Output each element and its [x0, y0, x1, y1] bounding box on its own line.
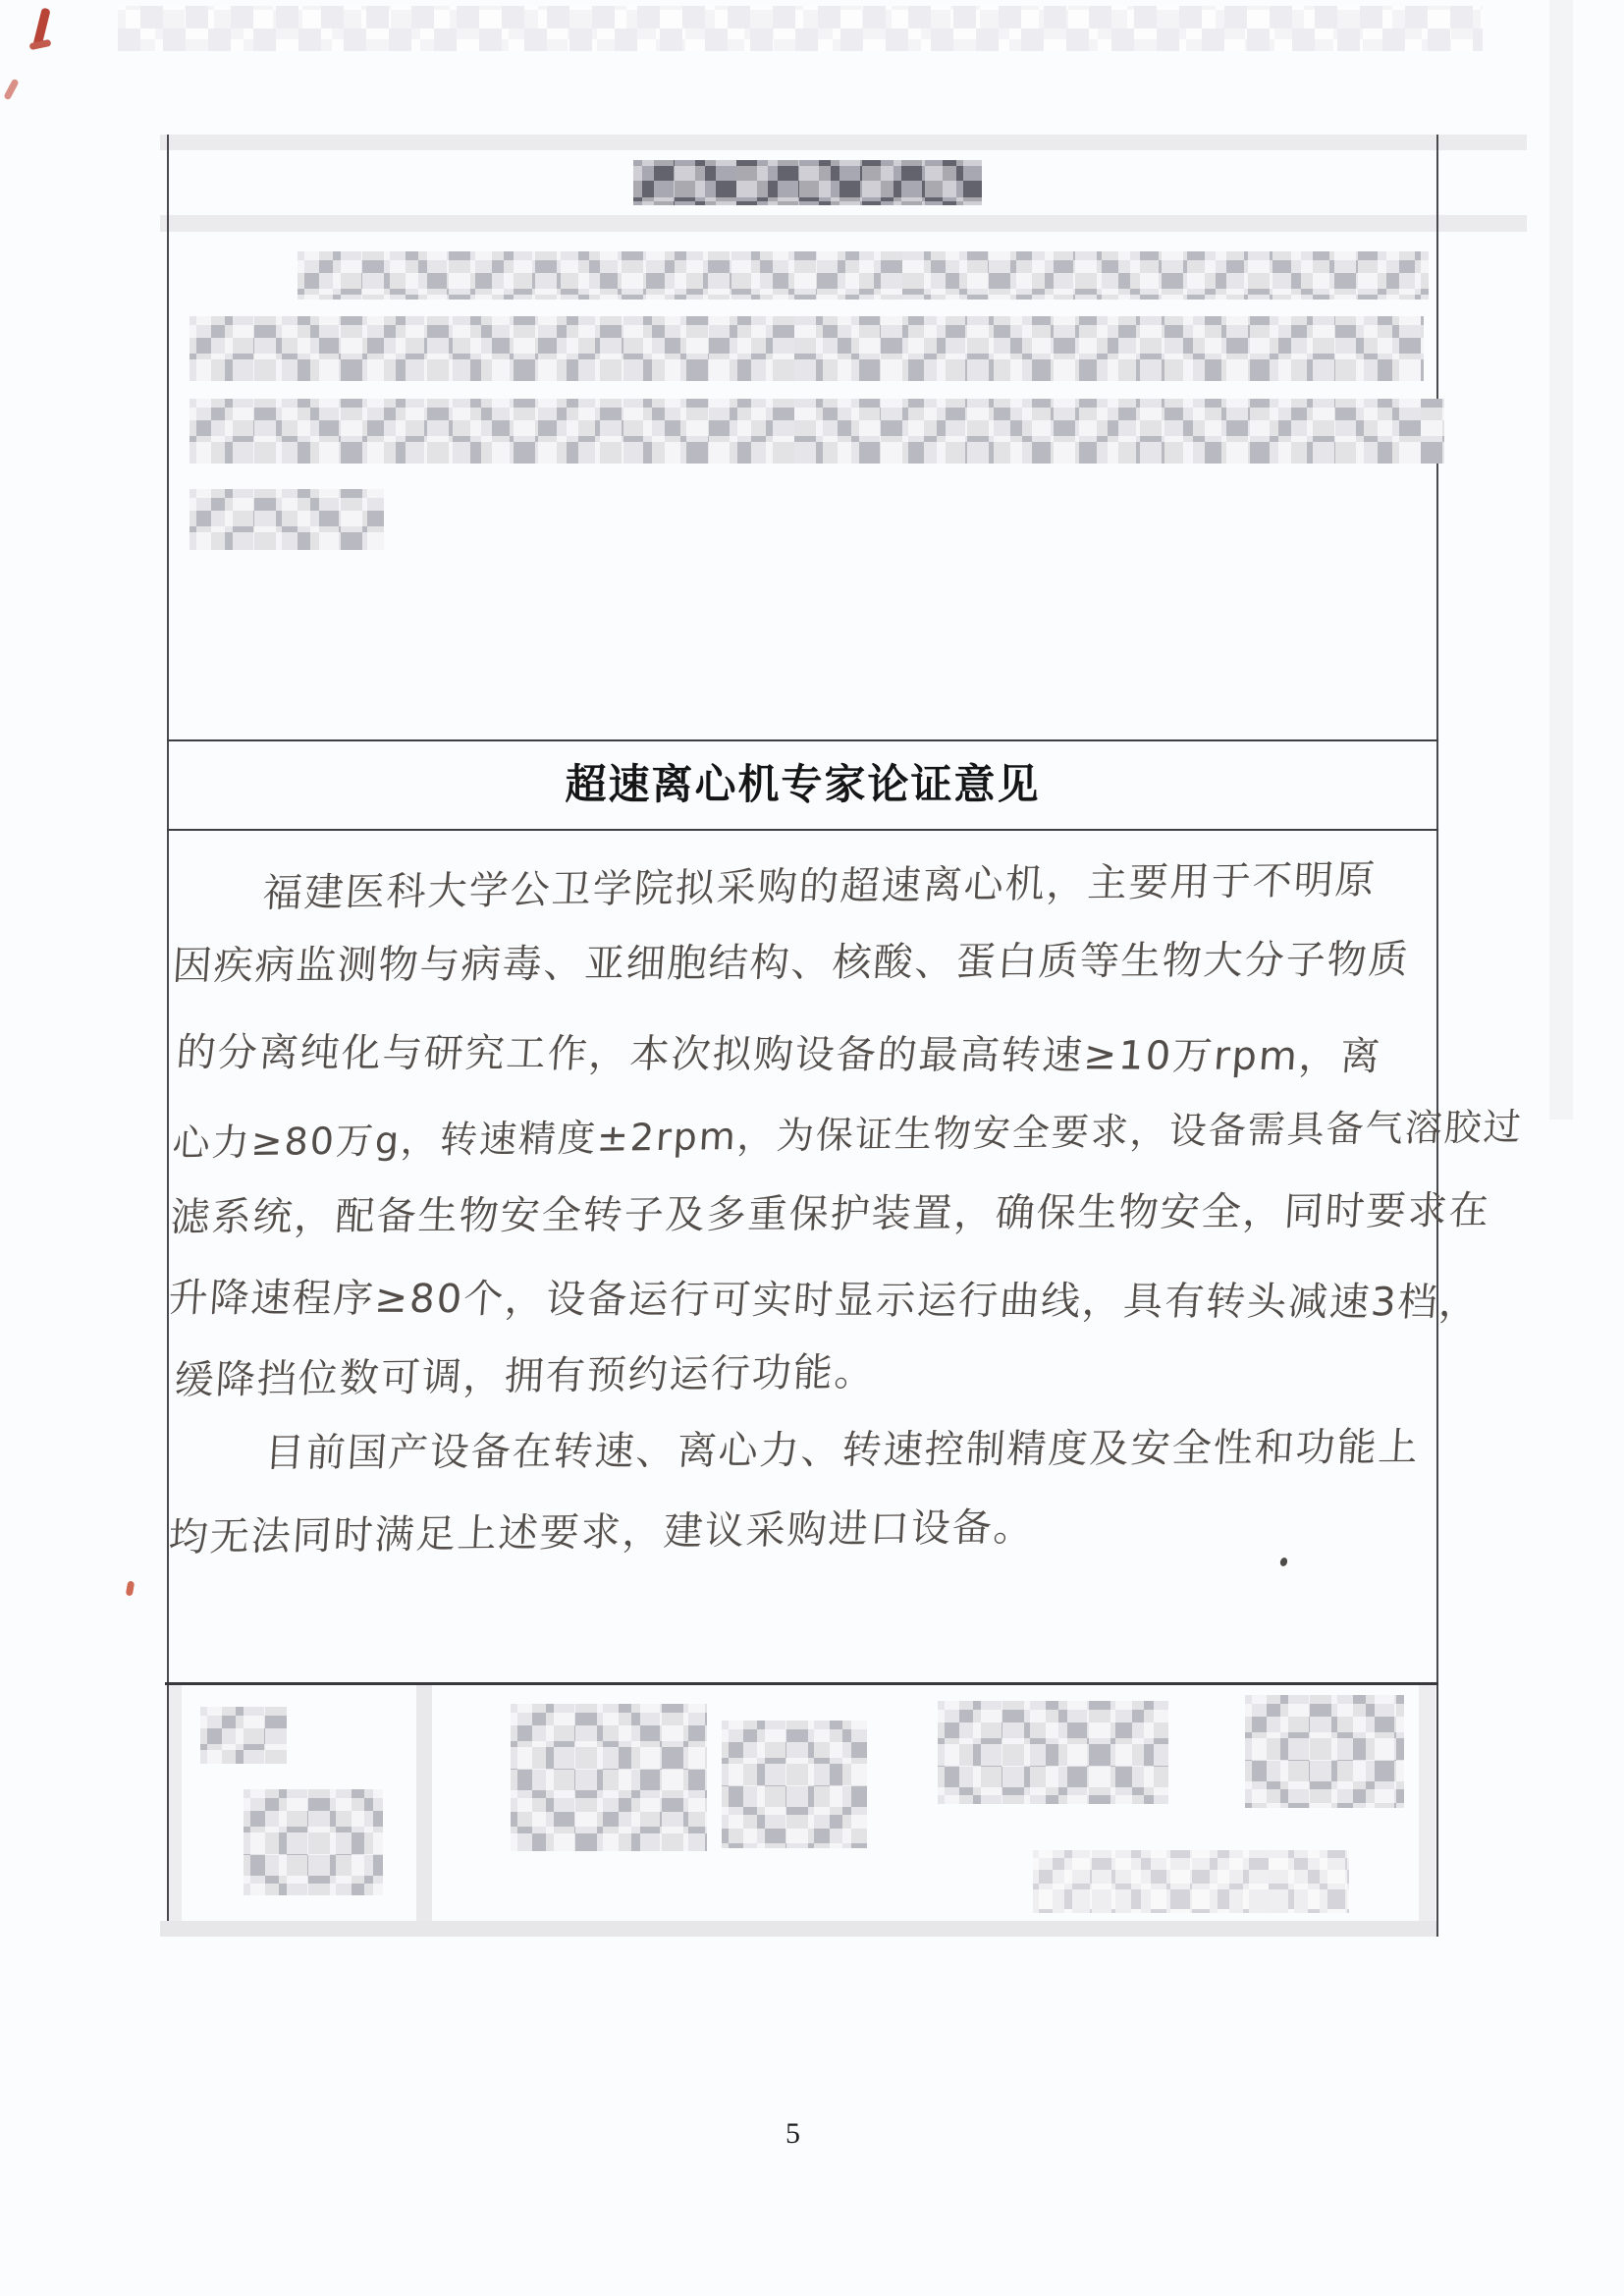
handwritten-line: 福建医科大学公卫学院拟采购的超速离心机，主要用于不明原 — [261, 857, 1379, 917]
handwritten-line: 缓降挡位数可调，拥有预约运行功能。 — [173, 1349, 878, 1404]
title-row-bottom-line — [167, 829, 1438, 831]
signature-table-top-line — [165, 1682, 1438, 1685]
redacted-paragraph-row-1 — [298, 251, 1429, 300]
redacted-date — [1033, 1850, 1349, 1913]
handwritten-line: 升降速程序≥80个，设备运行可实时显示运行曲线，具有转头减速3档， — [167, 1276, 1483, 1326]
redacted-signature-label — [200, 1707, 287, 1764]
page-number: 5 — [785, 2117, 800, 2150]
redacted-signature-label-2 — [244, 1789, 383, 1895]
handwritten-line: 因疾病监测物与病毒、亚细胞结构、核酸、蛋白质等生物大分子物质 — [171, 937, 1412, 990]
redacted-paragraph-row-4 — [189, 489, 384, 550]
handwritten-line: 的分离纯化与研究工作，本次拟购设备的最高转速≥10万rpm，离 — [175, 1030, 1383, 1080]
header-row-border-stripe — [160, 215, 1527, 232]
redacted-signature-3 — [938, 1701, 1168, 1804]
red-speck-upper-left — [3, 79, 20, 101]
title-row-top-line — [167, 739, 1438, 741]
scanner-edge-strip — [1549, 0, 1573, 1120]
signature-table-left-band — [169, 1685, 182, 1921]
redacted-signature-1 — [511, 1704, 707, 1851]
redacted-document-title — [633, 160, 982, 205]
handwritten-line: 心力≥80万g，转速精度±2rpm，为保证生物安全要求，设备需具备气溶胶过 — [171, 1105, 1525, 1166]
redacted-top-remnant — [118, 6, 1483, 51]
ink-dot — [1279, 1557, 1289, 1567]
signature-table-column-divider — [416, 1685, 432, 1921]
redacted-paragraph-row-3 — [189, 399, 1444, 464]
redacted-paragraph-row-2 — [189, 316, 1424, 381]
table-left-border — [167, 135, 169, 1937]
section-title: 超速离心机专家论证意见 — [565, 761, 1041, 807]
handwritten-line: 滤系统，配备生物安全转子及多重保护装置，确保生物安全，同时要求在 — [169, 1187, 1492, 1241]
table-top-border-stripe — [160, 135, 1527, 150]
red-pen-mark-foot — [29, 39, 52, 50]
handwritten-line: 目前国产设备在转速、离心力、转速控制精度及安全性和功能上 — [263, 1424, 1422, 1477]
signature-table-bottom-band — [160, 1921, 1436, 1937]
handwritten-line: 均无法同时满足上述要求，建议采购进口设备。 — [167, 1504, 1037, 1561]
redacted-signature-2 — [722, 1721, 867, 1848]
red-speck-left-margin — [126, 1581, 135, 1597]
redacted-signature-4 — [1245, 1695, 1404, 1808]
signature-table-right-band — [1419, 1685, 1435, 1921]
